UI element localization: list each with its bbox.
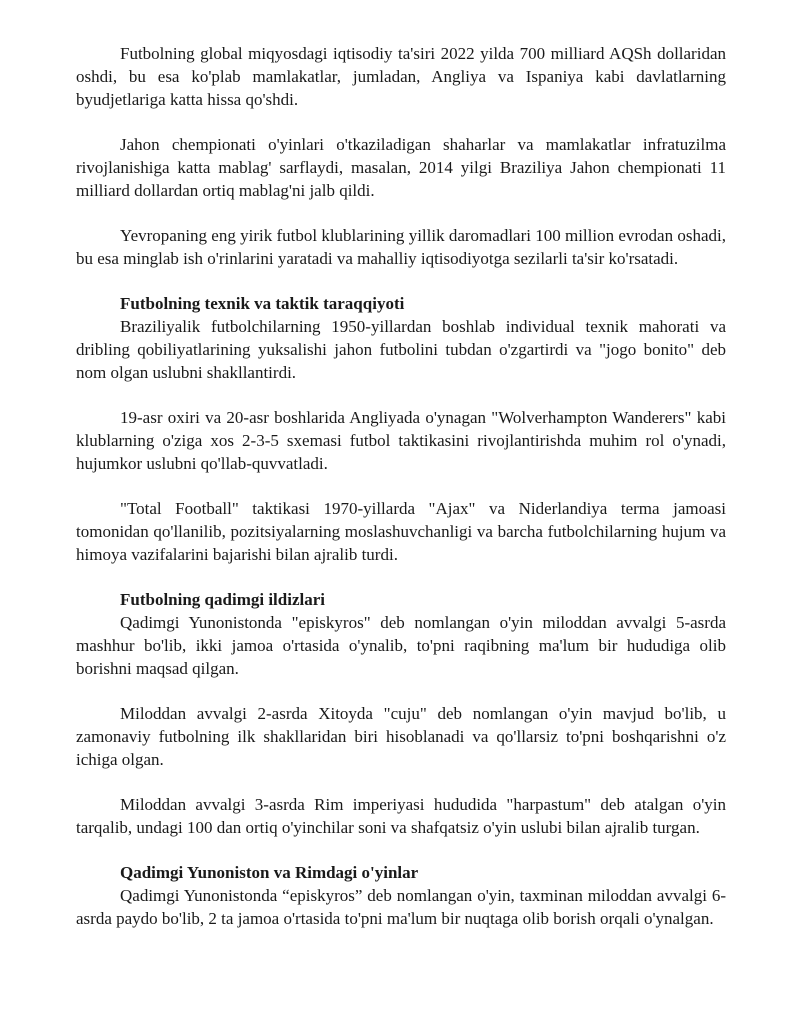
paragraph-harpastum: Miloddan avvalgi 3-asrda Rim imperiyasi hududida "harpastum" deb atalgan o'yin tarqalib, undagi 100 dan ortiq o'yinchilar soni va shafqatsiz o'yin uslubi bilan ajralib turgan. [76,795,726,837]
paragraph-brazil-technique: Braziliyalik futbolchilarning 1950-yillardan boshlab individual texnik mahorati va dribling qobiliyatlarining yuksalishi jahon futbolini tubdan o'zgartirdi va "jogo bonito" deb nom olgan uslubni shakllantirdi. [76,317,726,382]
paragraph-world-cup-infrastructure: Jahon chempionati o'yinlari o'tkaziladigan shaharlar va mamlakatlar infratuzilma rivojlanishiga katta mablag' sarflaydi, masalan, 2014 yilgi Braziliya Jahon chempionati 11 milliard dollardan ortiq mablag'ni jalb qildi. [76,135,726,200]
paragraph-cuju: Miloddan avvalgi 2-asrda Xitoyda "cuju" deb nomlangan o'yin mavjud bo'lib, u zamonaviy futbolning ilk shakllaridan biri hisoblanadi va qo'llarsiz to'pni boshqarishni o'z ichiga olgan. [76,704,726,769]
section-heading-greece-rome-games: Qadimgi Yunoniston va Rimdagi o'yinlar [120,863,419,882]
paragraph-total-football: "Total Football" taktikasi 1970-yillarda "Ajax" va Niderlandiya terma jamoasi tomonidan qo'llanilib, pozitsiyalarning moslashuvchanligi va barcha futbolchilarning hujum va himoya vazifalarini bajarishi bilan ajralib turdi. [76,499,726,564]
paragraph-economic-impact: Futbolning global miqyosdagi iqtisodiy ta'siri 2022 yilda 700 milliard AQSh dollaridan oshdi, bu esa ko'plab mamlakatlar, jumladan, Angliya va Ispaniya kabi davlatlarning byudjetlariga katta hissa qo'shdi. [76,44,726,109]
section-heading-technical-tactical: Futbolning texnik va taktik taraqqiyoti [120,294,405,313]
section-heading-ancient-roots: Futbolning qadimgi ildizlari [120,590,325,609]
paragraph-episkyros-greece: Qadimgi Yunonistonda “episkyros” deb nomlangan o'yin, taxminan miloddan avvalgi 6-asrda paydo bo'lib, 2 ta jamoa o'rtasida to'pni ma'lum bir nuqtaga olib borish orqali o'ynalgan. [76,886,726,928]
paragraph-episkyros: Qadimgi Yunonistonda "episkyros" deb nomlangan o'yin miloddan avvalgi 5-asrda mashhur bo'lib, ikki jamoa o'rtasida o'ynalib, to'pni raqibning ma'lum bir hududiga olib borishni maqsad qilgan. [76,613,726,678]
paragraph-235-formation: 19-asr oxiri va 20-asr boshlarida Angliyada o'ynagan "Wolverhampton Wanderers" kabi klublarning o'ziga xos 2-3-5 sxemasi futbol taktikasini rivojlantirishda muhim rol o'ynadi, hujumkor uslubni qo'llab-quvvatladi. [76,408,726,473]
paragraph-club-revenues: Yevropaning eng yirik futbol klublarining yillik daromadlari 100 million evrodan oshadi, bu esa minglab ish o'rinlarini yaratadi va mahalliy iqtisodiyotga sezilarli ta'sir ko'rsatadi. [76,226,726,268]
document-page [76,42,726,930]
